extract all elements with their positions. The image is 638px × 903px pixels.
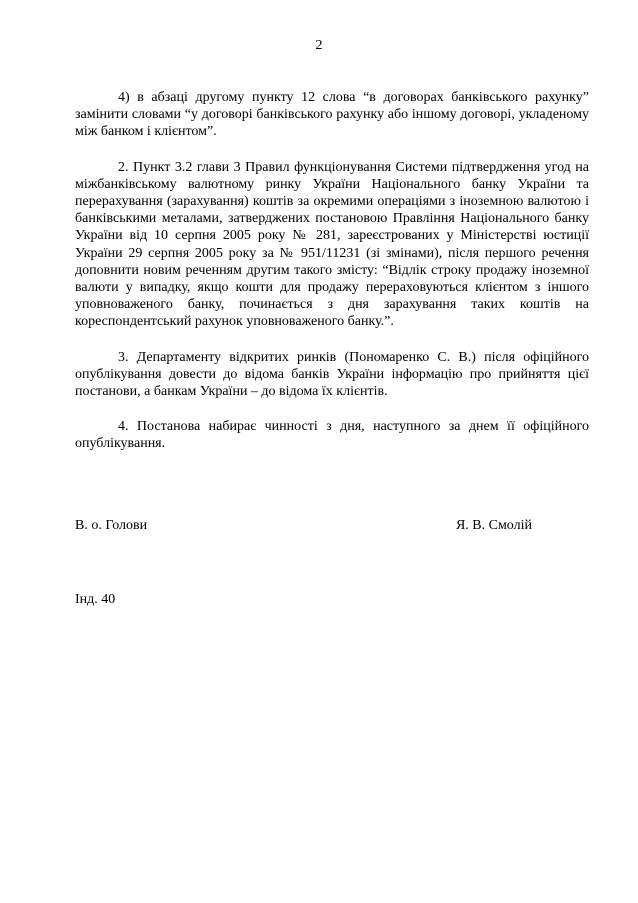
- signatory-title: В. о. Голови: [75, 518, 148, 533]
- document-index: Інд. 40: [75, 592, 116, 607]
- paragraph-point-3: 3. Департаменту відкритих ринків (Пономаренко С. В.) після офіційного опублікування довести до відома банків України інформацію про прийняття цієї постанови, а банкам України – до відома їх клієнтів.: [75, 349, 589, 400]
- signatory-name: Я. В. Смолій: [455, 518, 532, 533]
- paragraph-amendment-4: 4) в абзаці другому пункту 12 слова “в договорах банківського рахунку” замінити словами “у договорі банківського рахунку або іншому договорі, укладеному між банком і клієнтом”.: [75, 90, 589, 140]
- paragraph-point-2: 2. Пункт 3.2 глави 3 Правил функціонування Системи підтвердження угод на міжбанківському валютному ринку України Національного банку України та перерахування (зарахування) коштів за окремими операціями з іноземною валютою і банківськими металами, затверджених постановою Правління Національного банку України від 10 серпня 2005 року № 281, зареєстрованих у Міністерстві юстиції України 29 серпня 2005 року за № 951/11231 (зі змінами), після першого речення доповнити новим реченням другим такого змісту: “Відлік строку продажу іноземної валюти у випадку, якщо кошти для продажу перераховуються клієнтом з іншого уповноваженого банку, починається з дня зарахування таких коштів на кореспондентський рахунок уповноваженого банку.”.: [75, 159, 589, 330]
- document-body: [75, 89, 589, 471]
- signature-block: [75, 517, 589, 537]
- page-number: 2: [315, 38, 323, 53]
- paragraph-point-4: 4. Постанова набирає чинності з дня, наступного за днем її офіційного опублікування.: [75, 419, 589, 452]
